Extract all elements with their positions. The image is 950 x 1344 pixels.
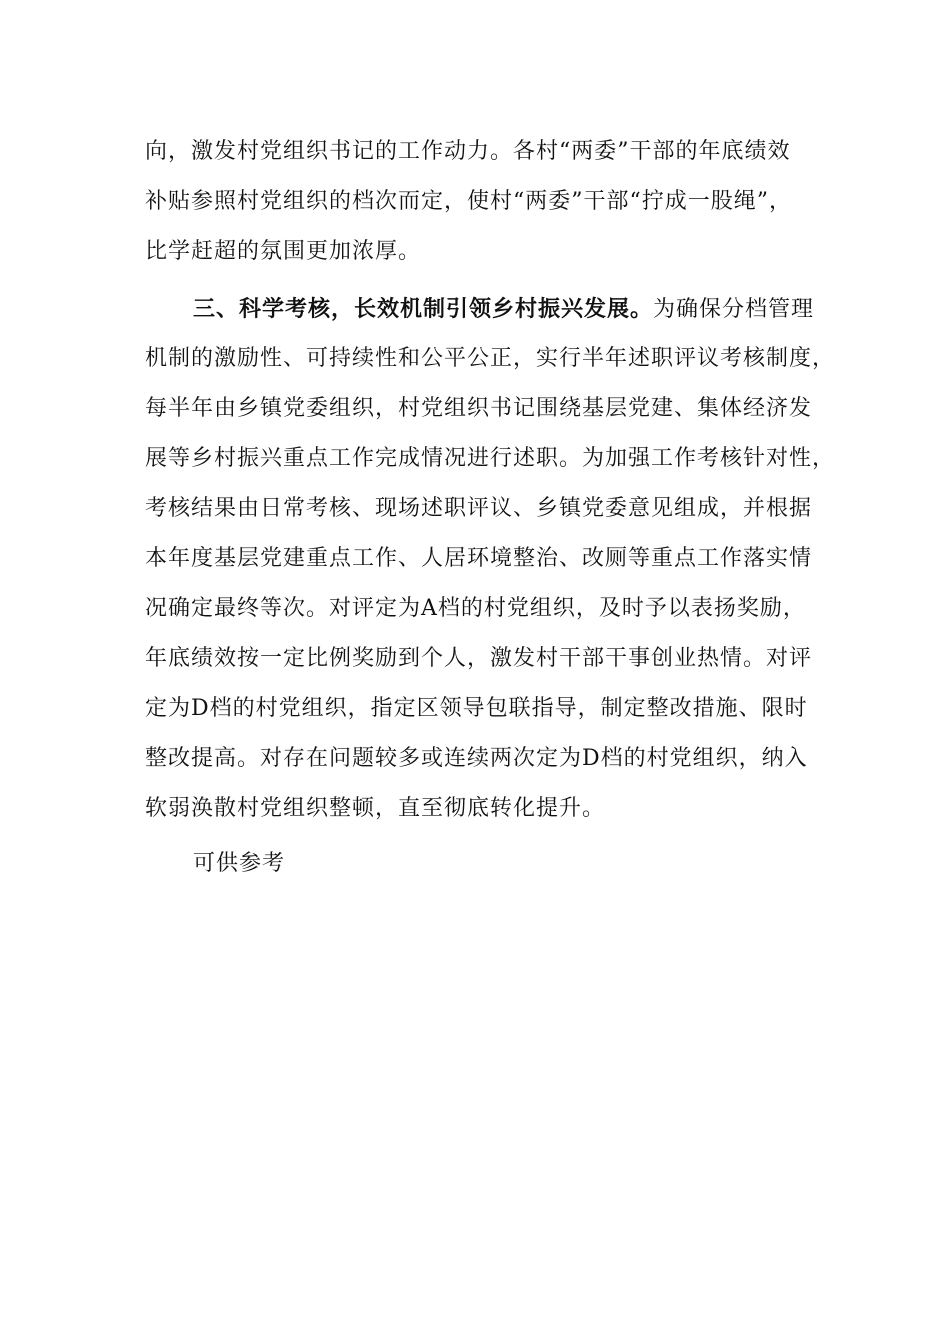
paragraph-line: 年底绩效按一定比例奖励到个人，激发村干部干事创业热情。对评	[145, 646, 813, 671]
paragraph-line: 每半年由乡镇党委组织，村党组织书记围绕基层党建、集体经济发	[145, 396, 813, 421]
paragraph-line: 整改提高。对存在问题较多或连续两次定为D档的村党组织，纳入	[145, 746, 808, 771]
paragraph-line: 展等乡村振兴重点工作完成情况进行述职。为加强工作考核针对性，	[145, 446, 836, 471]
section-heading: 三、科学考核，长效机制引领乡村振兴发展。	[193, 296, 654, 322]
closing-note: 可供参考	[193, 851, 286, 876]
paragraph-line: 机制的激励性、可持续性和公平公正，实行半年述职评议考核制度，	[145, 346, 836, 371]
paragraph-line: 软弱涣散村党组织整顿，直至彻底转化提升。	[145, 796, 606, 821]
paragraph-line: 本年度基层党建重点工作、人居环境整治、改厕等重点工作落实情	[145, 546, 813, 571]
paragraph-line: 考核结果由日常考核、现场述职评议、乡镇党委意见组成，并根据	[145, 496, 813, 521]
paragraph-line: 比学赶超的氛围更加浓厚。	[145, 239, 422, 264]
heading-line-rest: 为确保分档管理	[653, 297, 815, 322]
paragraph-line: 向，激发村党组织书记的工作动力。各村“两委”干部的年底绩效	[145, 139, 791, 164]
section-heading-line	[193, 294, 814, 325]
paragraph-line: 况确定最终等次。对评定为A档的村党组织，及时予以表扬奖励，	[145, 596, 806, 621]
paragraph-line: 定为D档的村党组织，指定区领导包联指导，制定整改措施、限时	[145, 696, 808, 721]
paragraph-line: 补贴参照村党组织的档次而定，使村“两委”干部“拧成一股绳”，	[145, 189, 792, 214]
